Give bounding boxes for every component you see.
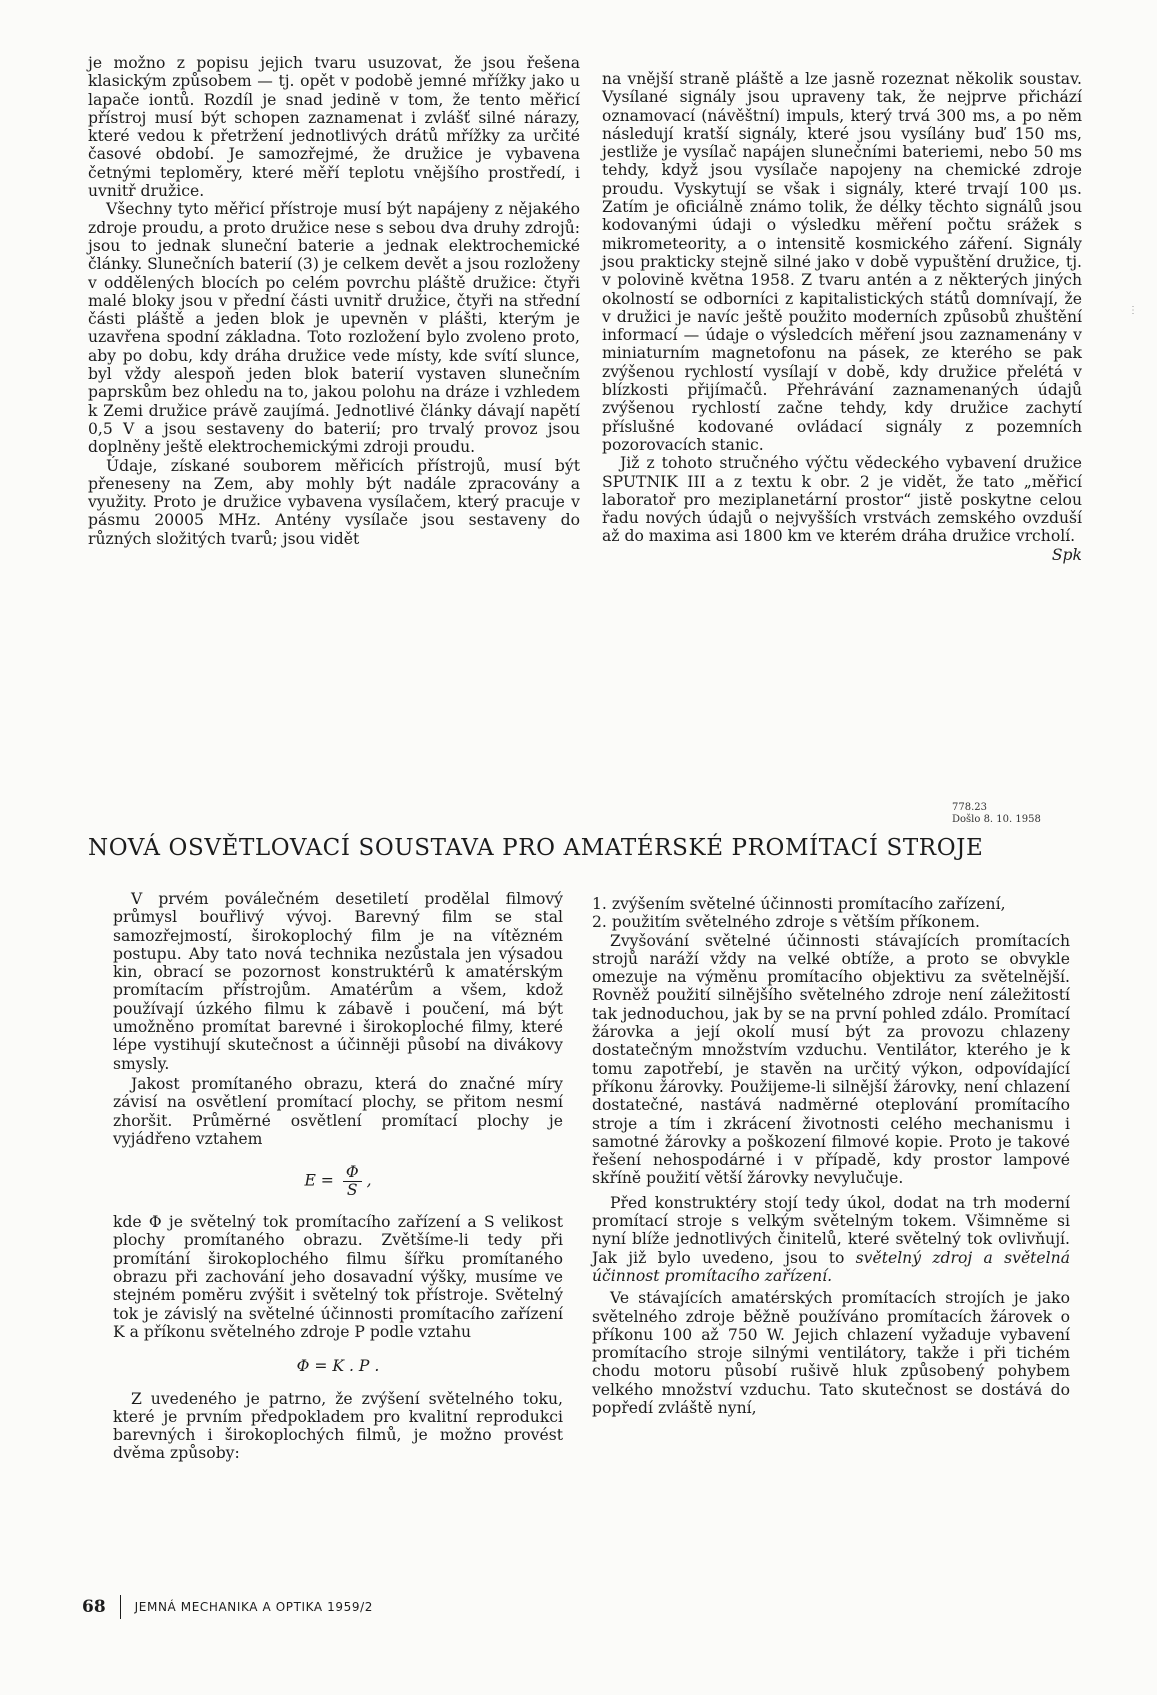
paragraph: Z uvedeného je patrno, že zvýšení světelného toku, které je prvním předpokladem pro kvalitní reprodukci barevných i širokoplochých filmů, je možno provést dvěma způsoby: [113,1389,563,1463]
list-item: 2. použitím světelného zdroje s větším příkonem. [592,913,980,932]
margin-mark: ⋮ [1128,305,1138,316]
fraction-numerator: Φ [343,1164,362,1182]
equation-tail: , [366,1171,372,1190]
article-title: NOVÁ OSVĚTLOVACÍ SOUSTAVA PRO AMATÉRSKÉ PROMÍTACÍ STROJE [88,835,984,861]
paragraph: Zvyšování světelné účinnosti stávajících promítacích strojů naráží vždy na velké obtíže, a proto se obvykle omezuje na výměnu promítacího objektivu za světelnější. Rovněž použití silnějšího světelného zdroje není záležitostí tak jednoduchou, jak by se na první pohled zdálo. Promítací žárovka a její okolí musí být za provozu chlazeny dostatečným množstvím vzduchu. Ventilátor, kterého je k tomu zapotřebí, je stavěn na určitý výkon, odpovídající příkonu žárovky. Použijeme-li silnější žárovky, není chlazení dostatečné, nastává nadměrné oteplování promítacího stroje a tím i zkrácení životnosti celého mechanismu i samotné žárovky a poškození filmové kopie. Proto je takové řešení nehospodárné i v případě, kdy prostor lampové skříně použití větší žárovky nevylučuje. [592,931,1070,1188]
list-item: 1. zvýšením světelné účinnosti promítacího zařízení, [592,895,1006,913]
top-right-column [602,70,1082,564]
paragraph: Všechny tyto měřicí přístroje musí být napájeny z nějakého zdroje proudu, a proto družice nese s sebou dva druhy zdrojů: jsou to jednak sluneční baterie a jednak elektrochemické články. Slunečních baterií (3) je celkem devět a jsou rozloženy v oddělených blocích po celém povrchu pláště družice: čtyři malé bloky jsou v přední části uvnitř družice, čtyři na střední části pláště a jeden blok je upevněn v plášti, kterým je uzavřena spodní základna. Toto rozložení bylo zvoleno proto, aby po dobu, kdy dráha družice vede místy, kde svítí slunce, byl vždy alespoň jeden blok baterií vystaven slunečním paprskům bez ohledu na to, jakou polohu na dráze i vzhledem k Zemi družice právě zaujímá. Jednotlivé články dávají napětí 0,5 V a jsou sestaveny do baterií; pro trvalý provoz jsou doplněny ještě elektrochemickými zdroji proudu. [88,200,580,457]
paragraph: na vnější straně pláště a lze jasně rozeznat několik soustav. Vysílané signály jsou upraveny tak, že nejprve přichází oznamovací (návěštní) impuls, který trvá 300 ms, a po něm následují kratší signály, které jsou vysílány buď 150 ms, jestliže je vysílač napájen slunečními bateriemi, nebo 50 ms tehdy, když jsou vysílače napojeny na chemické zdroje proudu. Vyskytují se však i signály, které trvají 100 μs. Zatím je oficiálně známo tolik, že délky těchto signálů jsou kodovanými údaji o výsledku měření počtu srážek s mikrometeority, a o intensitě kosmického záření. Signály jsou prakticky stejně silné jako v době vypuštění družice, tj. v polovině května 1958. Z tvaru antén a z některých jiných okolností se odborníci z kapitalistických států domnívají, že v družici je navíc ještě použito moderních způsobů zhuštění informací — údaje o výsledcích měření jsou zaznamenány v miniaturním magnetofonu na pásek, ze kterého se pak zvýšenou rychlostí vysílají v době, kdy družice přelétá v blízkosti přijímačů. Přehrávání zaznamenaných údajů zvýšenou rychlostí začne tehdy, kdy družice zachytí příslušné kodované ovládací signály z pozemních pozorovacích stanic. [602,70,1082,454]
paragraph: Ve stávajících amatérských promítacích strojích je jako světelného zdroje běžně používáno promítacích žárovek o příkonu 100 až 750 W. Jejich chlazení vyžaduje vybavení promítacího stroje silnými ventilátory, takže i při tichém chodu motoru působí rušivě hluk způsobený pohybem velkého množství vzduchu. Tato skutečnost se dostává do popředí zvláště nyní, [592,1289,1070,1418]
footer-divider [120,1595,121,1619]
udc-code: 778.23 [952,802,987,813]
paragraph-text: Před konstruktéry stojí tedy úkol, dodat na trh moderní promítací stroje s velkým světelným tokem. Všimněme si nyní blíže jednotlivých činitelů, které světelný tok ovlivňují. Jak již bylo uvedeno, jsou to [592,1193,1070,1267]
bottom-right-column [592,895,1070,1417]
paragraph: Již z tohoto stručného výčtu vědeckého vybavení družice SPUTNIK III a z textu k obr. 2 je vidět, že tato „měřicí laboratoř pro meziplanetární prostor“ jistě poskytne celou řadu nových údajů o nejvyšších vrstvách zemského ovzduší až do maxima asi 1800 km ve kterém dráha družice vrcholí. [602,454,1082,546]
paragraph: Údaje, získané souborem měřicích přístrojů, musí být přeneseny na Zem, aby mohly být nadále zpracovány a využity. Proto je družice vybavena vysílačem, který pracuje v pásmu 20005 MHz. Antény vysílače jsou sestaveny do různých složitých tvarů; jsou vidět [88,456,580,548]
fraction-denominator: S [346,1181,358,1200]
author-signature: Spk [1051,545,1082,564]
top-left-column [88,54,580,548]
paragraph: je možno z popisu jejich tvaru usuzovat, že jsou řešena klasickým způsobem — tj. opět v podobě jemné mřížky jako u lapače iontů. Rozdíl je snad jedině v tom, že tento měřicí přístroj musí být schopen zaznamenat i zvlášť silné nárazy, které vedou k přetržení jednotlivých drátů mřížky za určité časové období. Je samozřejmé, že družice je vybavena četnými teploměry, které měří teplotu vnějšího prostředí, i uvnitř družice. [88,54,580,201]
article-meta [952,802,1041,826]
page-number: 68 [82,1597,106,1617]
received-date: Došlo 8. 10. 1958 [952,814,1041,825]
paragraph: Jakost promítaného obrazu, která do značné míry závisí na osvětlení promítací plochy, se přitom nesmí zhoršit. Průměrné osvětlení promítací plochy je vyjádřeno vztahem [113,1074,563,1148]
equation-fraction [343,1164,362,1199]
equation-lhs: E = [304,1171,334,1190]
page-footer [82,1594,373,1620]
paragraph [592,1194,1070,1285]
equation-illuminance [113,1164,563,1199]
equation-flux: Φ = K . P . [296,1357,380,1376]
emphasis-text: světelný zdroj a světelná účinnost promítacího zařízení. [592,1248,1070,1285]
bottom-left-column [113,890,563,1463]
journal-name: JEMNÁ MECHANIKA A OPTIKA 1959/2 [134,1600,373,1614]
paragraph: V prvém poválečném desetiletí prodělal filmový průmysl bouřlivý vývoj. Barevný film se stal samozřejmostí, širokoplochý film je na vítězném postupu. Aby tato nová technika nezůstala jen výsadou kin, obrací se pozornost konstruktérů k amatérským promítacím přístrojům. Amatérům a všem, kdož používají úzkého filmu k zábavě i poučení, má být umožněno promítat barevné i širokoploché filmy, které lépe vystihují skutečnost a účinněji působí na divákovy smysly. [113,890,563,1073]
paragraph: kde Φ je světelný tok promítacího zařízení a S velikost plochy promítaného obrazu. Zvětšíme-li tedy při promítání širokoplochého filmu šířku promítaného obrazu při zachování jeho dosavadní výšky, musíme ve stejném poměru zvýšit i světelný tok přístroje. Světelný tok je závislý na světelné účinnosti promítacího zařízení K a příkonu světelného zdroje P podle vztahu [113,1213,563,1341]
